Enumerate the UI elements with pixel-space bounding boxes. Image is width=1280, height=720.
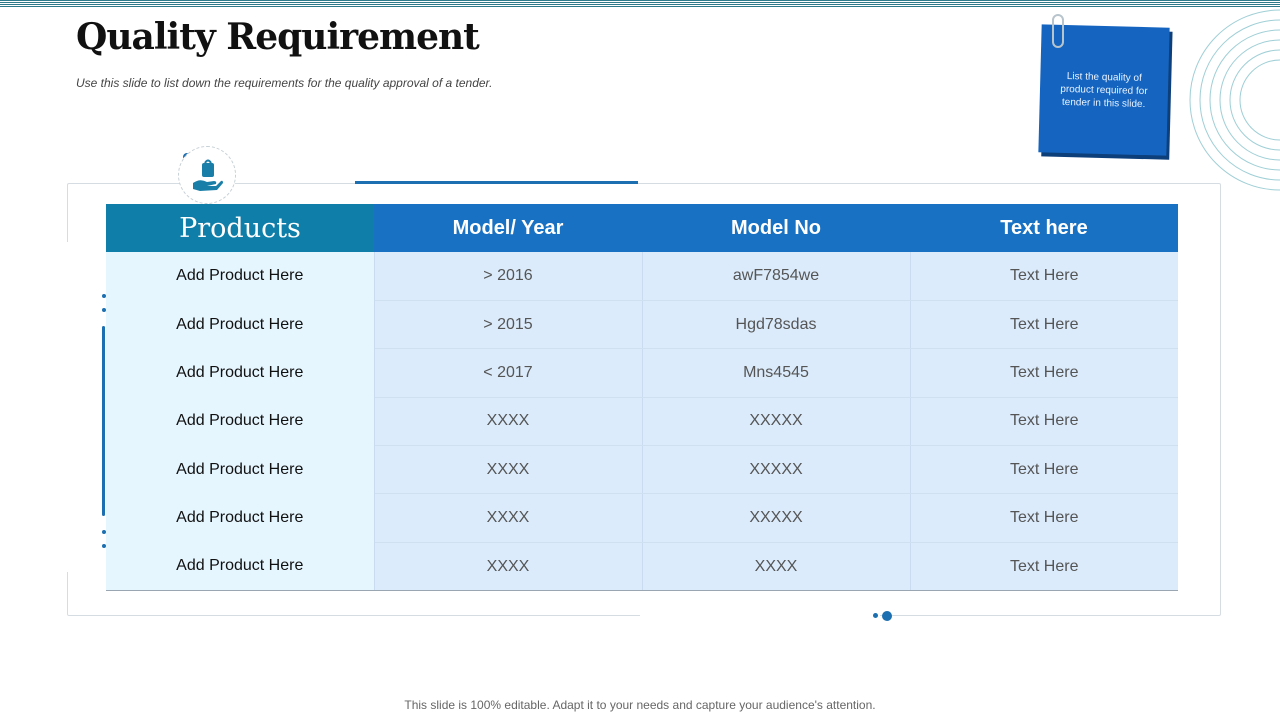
header-model-year: Model/ Year (374, 204, 642, 252)
sticky-note-text: List the quality of product required for tender in this slide. (1060, 70, 1148, 110)
text-cell: Text Here (910, 349, 1178, 397)
model-year-cell: < 2017 (374, 349, 642, 397)
top-stripes (0, 0, 1280, 8)
table-header-row (106, 204, 1178, 252)
header-model-no: Model No (642, 204, 910, 252)
product-cell: Add Product Here (106, 494, 374, 542)
model-no-cell: Mns4545 (642, 349, 910, 397)
text-cell: Text Here (910, 446, 1178, 494)
page-title: Quality Requirement (76, 16, 479, 58)
table-row (106, 397, 1178, 445)
text-cell: Text Here (910, 542, 1178, 590)
product-cell: Add Product Here (106, 446, 374, 494)
model-no-cell: XXXXX (642, 494, 910, 542)
table-row (106, 349, 1178, 397)
text-cell: Text Here (910, 494, 1178, 542)
table-row (106, 446, 1178, 494)
model-year-cell: > 2016 (374, 252, 642, 300)
quality-table (106, 204, 1178, 591)
badge-circle (178, 146, 236, 204)
footer-note: This slide is 100% editable. Adapt it to your needs and capture your audience's attention. (404, 698, 876, 712)
header-products: Products (106, 204, 374, 252)
model-no-cell: awF7854we (642, 252, 910, 300)
side-bar (102, 326, 105, 516)
paperclip-icon (1052, 14, 1064, 48)
product-cell: Add Product Here (106, 300, 374, 348)
model-year-cell: > 2015 (374, 300, 642, 348)
decorative-circles (1180, 0, 1280, 200)
frame-accent-bar (355, 181, 638, 184)
model-year-cell: XXXX (374, 494, 642, 542)
table-row (106, 542, 1178, 590)
product-cell: Add Product Here (106, 397, 374, 445)
product-cell: Add Product Here (106, 349, 374, 397)
table-row (106, 494, 1178, 542)
header-text: Text here (910, 204, 1178, 252)
model-year-cell: XXXX (374, 397, 642, 445)
product-cell: Add Product Here (106, 542, 374, 590)
model-no-cell: Hgd78sdas (642, 300, 910, 348)
model-no-cell: XXXX (642, 542, 910, 590)
page-subtitle: Use this slide to list down the requirements for the quality approval of a tender. (76, 76, 493, 90)
hand-holding-product-icon (190, 156, 224, 194)
product-cell: Add Product Here (106, 252, 374, 300)
text-cell: Text Here (910, 300, 1178, 348)
model-year-cell: XXXX (374, 446, 642, 494)
model-no-cell: XXXXX (642, 446, 910, 494)
text-cell: Text Here (910, 252, 1178, 300)
text-cell: Text Here (910, 397, 1178, 445)
table-row (106, 300, 1178, 348)
model-year-cell: XXXX (374, 542, 642, 590)
model-no-cell: XXXXX (642, 397, 910, 445)
table-row (106, 252, 1178, 300)
